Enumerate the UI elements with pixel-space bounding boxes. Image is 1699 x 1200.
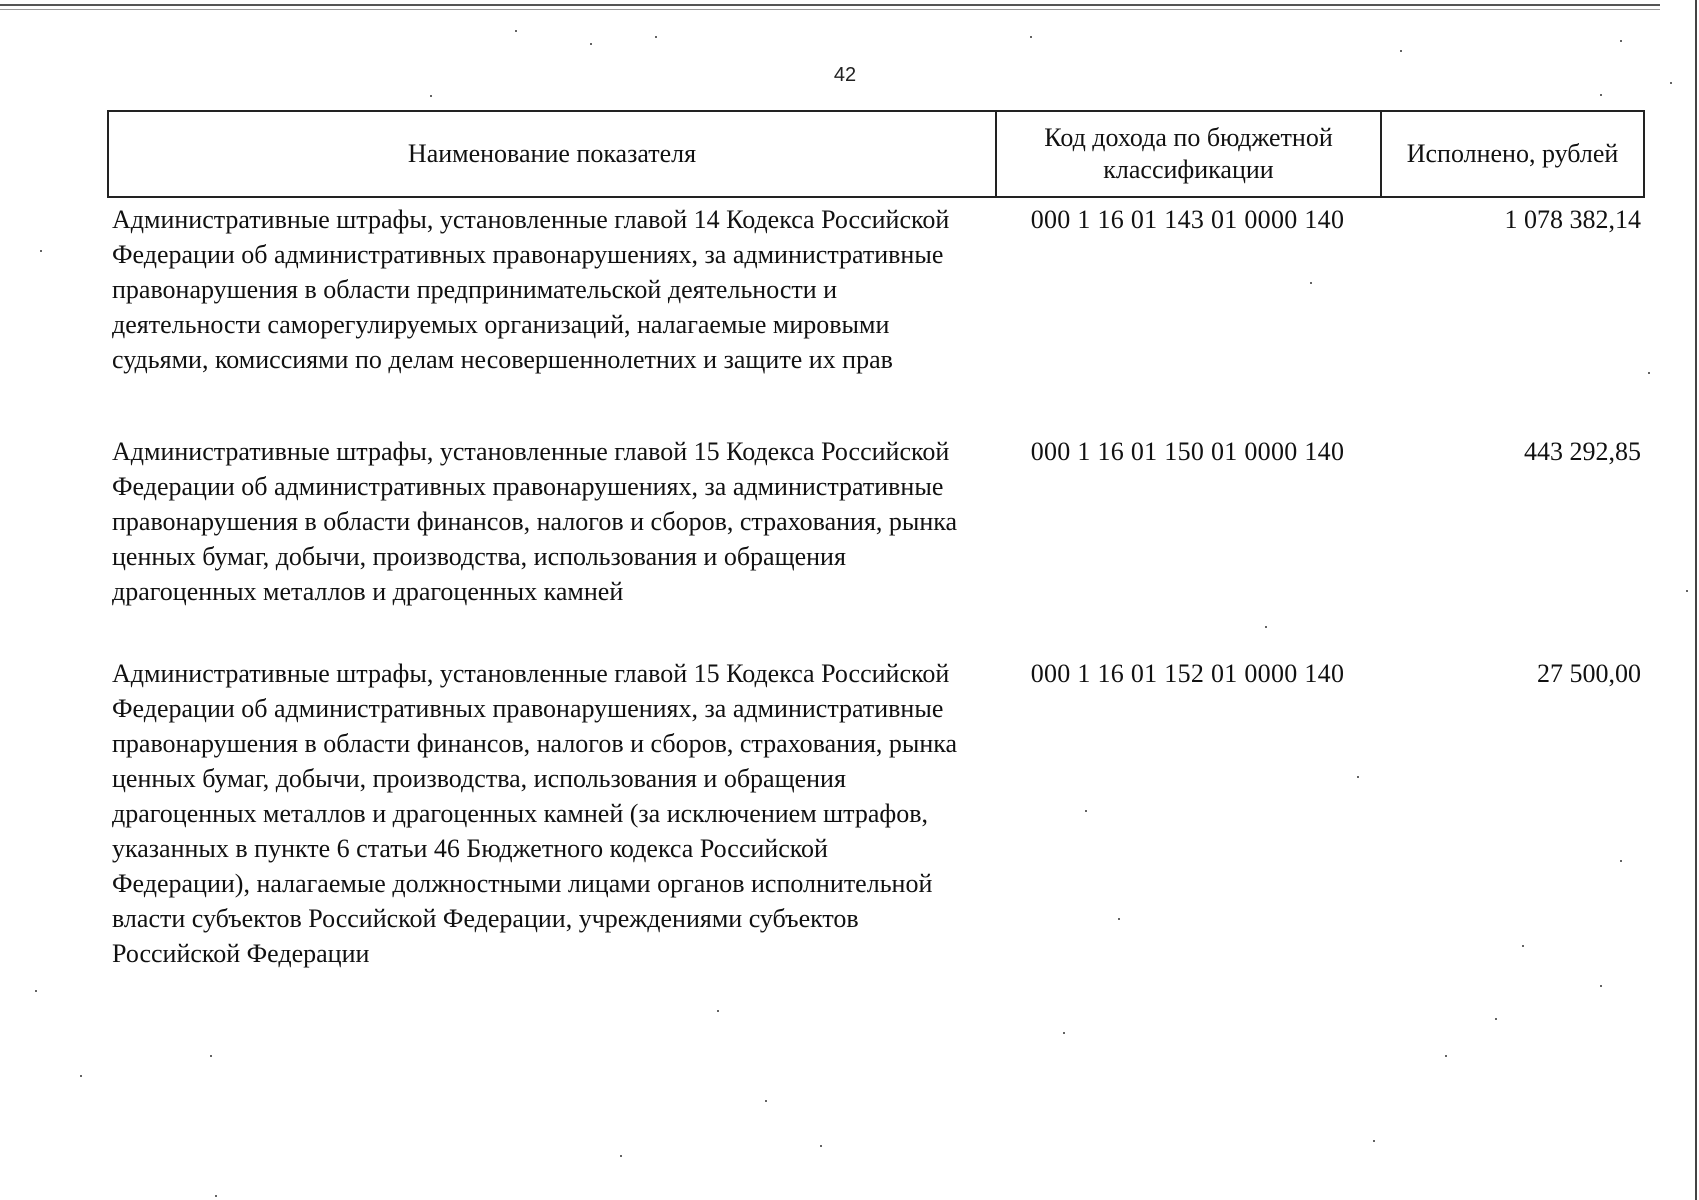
scan-speck [430, 95, 432, 97]
scan-edge-top [0, 4, 1660, 6]
scan-speck [1600, 985, 1602, 987]
scan-speck [620, 1155, 622, 1157]
scan-speck [1400, 50, 1402, 52]
row-executed: 1 078 382,14 [1504, 205, 1641, 234]
table-body [107, 198, 1645, 983]
row-name: Административные штрафы, установленные главой 15 Кодекса Российской Федерации об административных правонарушениях, за административные правонарушения в области финансов, налогов и сборов, страхования, рынка ценных бумаг, добычи, производства, использования и обращения драгоценных металлов и драгоценных камней [112, 437, 958, 606]
scan-edge-right [1695, 0, 1697, 1200]
scan-speck [590, 43, 592, 45]
row-name: Административные штрафы, установленные главой 15 Кодекса Российской Федерации об административных правонарушениях, за административные правонарушения в области финансов, налогов и сборов, страхования, рынка ценных бумаг, добычи, производства, использования и обращения драгоценных металлов и драгоценных камней (за исключением штрафов, указанных в пункте 6 статьи 46 Бюджетного кодекса Российской Федерации), налагаемые должностными лицами органов исполнительной власти субъектов Российской Федерации, учреждениями субъектов Российской Федерации [112, 659, 958, 968]
table-row [107, 198, 1645, 418]
scan-speck [1620, 860, 1622, 862]
scan-speck [515, 30, 517, 32]
scan-speck [1445, 1055, 1447, 1057]
scan-speck [765, 1100, 767, 1102]
scan-speck [1522, 945, 1524, 947]
scan-speck [1085, 810, 1087, 812]
scan-speck [1063, 1032, 1065, 1034]
scan-speck [1118, 918, 1120, 920]
scan-speck [1670, 82, 1672, 84]
scan-speck [1620, 40, 1622, 42]
header-executed: Исполнено, рублей [1406, 139, 1619, 168]
scan-speck [1648, 372, 1650, 374]
scan-speck [655, 36, 657, 38]
scan-speck [40, 250, 42, 252]
scan-speck [35, 990, 37, 992]
header-name: Наименование показателя [109, 112, 997, 196]
table-row [107, 430, 1645, 640]
scan-speck [210, 1055, 212, 1057]
scan-speck [1373, 1140, 1375, 1142]
row-name: Административные штрафы, установленные главой 14 Кодекса Российской Федерации об административных правонарушениях, за административные правонарушения в области предпринимательской деятельности и деятельности саморегулируемых организаций, налагаемые мировыми судьями, комиссиями по делам несовершеннолетних и защите их прав [112, 205, 950, 374]
scan-speck [1600, 94, 1602, 96]
scan-speck [820, 1145, 822, 1147]
scan-speck [1310, 282, 1312, 284]
table-header [107, 110, 1645, 198]
row-executed: 443 292,85 [1524, 437, 1641, 466]
scan-speck [717, 1010, 719, 1012]
scan-speck [1265, 626, 1267, 628]
scan-speck [80, 1075, 82, 1077]
row-code: 000 1 16 01 150 01 0000 140 [1030, 437, 1345, 466]
row-code: 000 1 16 01 143 01 0000 140 [1030, 205, 1345, 234]
scan-speck [215, 1195, 217, 1197]
scan-edge-top-inner [0, 9, 1660, 10]
scan-speck [1686, 590, 1688, 592]
scan-speck [1030, 36, 1032, 38]
row-code: 000 1 16 01 152 01 0000 140 [1030, 659, 1345, 688]
header-code: Код дохода по бюджетной классификации [997, 112, 1382, 196]
table-row [107, 652, 1645, 971]
page-number: 42 [833, 64, 857, 86]
scan-speck [1357, 776, 1359, 778]
scan-speck [1495, 1018, 1497, 1020]
row-executed: 27 500,00 [1537, 659, 1641, 688]
